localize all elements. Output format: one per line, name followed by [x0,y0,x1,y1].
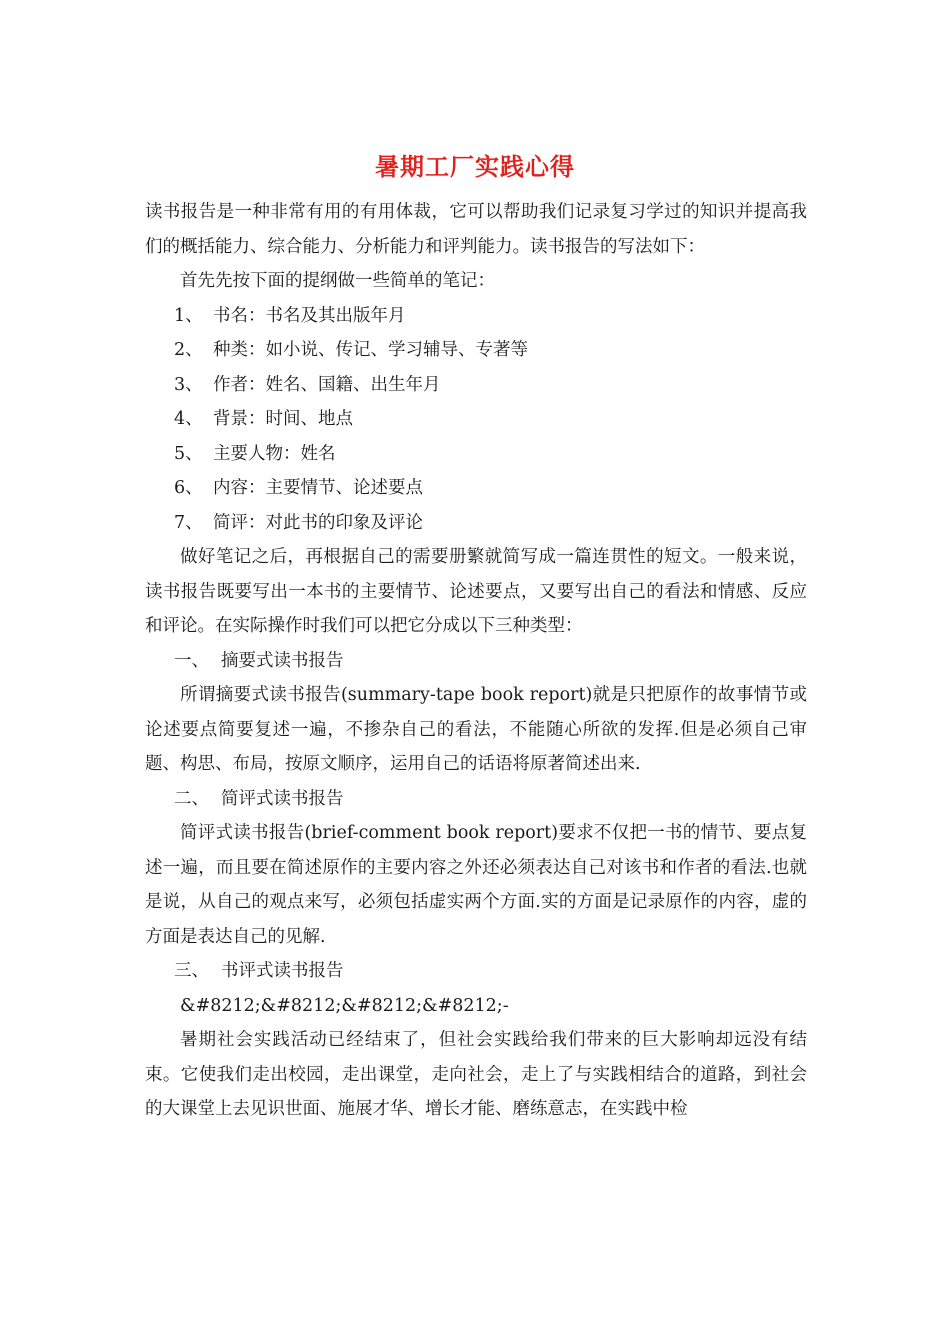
outline-item-text: 背景：时间、地点 [213,409,353,429]
outline-item-number: 2、 [174,340,203,360]
section-paragraph: 简评式读书报告(brief-comment book report)要求不仅把一书的情节、要点复述一遍，而且要在简述原作的主要内容之外还必须表达自己对该书和作者的看法.也就是说，从自己的观点来写，必须包括虚实两个方面.实的方面是记录原作的内容，虚的方面是表达自己的见解. [145,823,807,947]
outline-item-number: 6、 [174,478,203,498]
section-number: 三、 [174,961,209,981]
closing-paragraph: 暑期社会实践活动已经结束了，但社会实践给我们带来的巨大影响却远没有结束。它使我们走出校园，走出课堂，走向社会，走上了与实践相结合的道路，到社会的大课堂上去见识世面、施展才华、增长才能、磨练意志，在实践中检 [145,1030,807,1119]
after-notes-paragraph: 做好笔记之后，再根据自己的需要册繁就简写成一篇连贯性的短文。一般来说，读书报告既要写出一本书的主要情节、论述要点，又要写出自己的看法和情感、反应和评论。在实际操作时我们可以把它分成以下三种类型： [145,547,807,636]
outline-item-number: 7、 [174,512,203,533]
outline-item-number: 5、 [174,443,203,464]
section-number: 二、 [174,788,209,809]
section-heading [145,954,807,989]
outline-item [145,437,807,472]
section-heading-text: 简评式读书报告 [221,788,344,809]
outline-item [145,299,807,334]
outline-item-text: 简评：对此书的印象及评论 [213,512,423,533]
outline-item [145,402,807,437]
outline-item-text: 种类：如小说、传记、学习辅导、专著等 [213,340,528,360]
section-heading-text: 书评式读书报告 [221,961,344,981]
outline-item-number: 1、 [174,305,203,326]
outline-item [145,506,807,541]
outline-item [145,471,807,506]
section-paragraph: 所谓摘要式读书报告(summary-tape book report)就是只把原作的故事情节或论述要点简要复述一遍，不掺杂自己的看法，不能随心所欲的发挥.但是必须自己审题、构思、布局，按原文顺序，运用自己的话语将原著简述出来. [145,685,807,774]
outline-item-text: 书名：书名及其出版年月 [213,305,406,326]
outline-item [145,333,807,368]
notes-intro-paragraph: 首先先按下面的提纲做一些简单的笔记： [180,271,495,291]
outline-item-number: 3、 [174,374,203,395]
intro-paragraph: 读书报告是一种非常有用的有用体裁，它可以帮助我们记录复习学过的知识并提高我们的概括能力、综合能力、分析能力和评判能力。读书报告的写法如下： [145,202,807,257]
document-title: 暑期工厂实践心得 [375,152,575,181]
section-heading [145,644,807,679]
section-number: 一、 [174,650,209,671]
section-heading [145,782,807,817]
entity-line: &#8212;&#8212;&#8212;&#8212;- [180,995,509,1016]
section-heading-text: 摘要式读书报告 [221,650,344,671]
outline-item-text: 内容：主要情节、论述要点 [213,478,423,498]
outline-item-text: 主要人物：姓名 [213,443,336,464]
outline-item [145,368,807,403]
outline-item-number: 4、 [174,409,203,429]
outline-item-text: 作者：姓名、国籍、出生年月 [213,374,441,395]
document-body [145,195,807,1127]
